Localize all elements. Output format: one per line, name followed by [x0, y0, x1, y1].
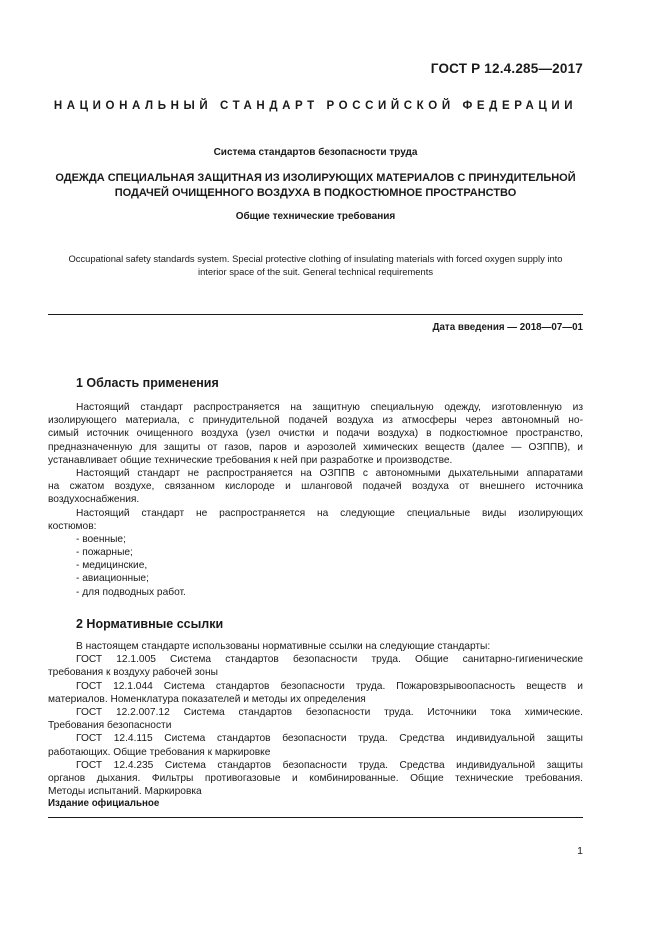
header-divider: [48, 314, 583, 315]
page-number: 1: [577, 845, 583, 857]
section-1-heading: 1 Область применения: [76, 376, 219, 390]
paragraph-line: Настоящий стандарт распространяется на защитную специальную одежду, изготовленную из: [76, 402, 583, 413]
document-subtitle: Общие технические требования: [235, 211, 396, 222]
reference-line: ГОСТ 12.4.115 Система стандартов безопасности труда. Средства индивидуальной защиты: [76, 733, 583, 745]
english-title: [48, 252, 583, 278]
reference-line: ГОСТ 12.1.044 Система стандартов безопасности труда. Пожаровзрывоопасность веществ и: [76, 680, 583, 692]
list-item: - авиационные;: [76, 573, 149, 585]
list-item: - для подводных работ.: [76, 586, 186, 598]
paragraph-line: устанавливает общие технические требования к ней при разработке и производстве.: [48, 454, 453, 466]
official-edition-label: Издание официальное: [48, 798, 160, 809]
reference-line: Требования безопасности: [48, 720, 172, 732]
reference-line: ГОСТ 12.2.007.12 Система стандартов безопасности труда. Источники тока химические.: [76, 706, 583, 718]
footer-divider: [48, 817, 583, 818]
section-2-heading: 2 Нормативные ссылки: [76, 617, 224, 631]
section-1-body: [48, 401, 583, 599]
list-item: - медицинские,: [76, 560, 148, 572]
reference-line: органов дыхания. Фильтры противогазовые и комбинированные. Общие технические требования.: [48, 772, 583, 784]
standards-system-name: Система стандартов безопасности труда: [213, 147, 418, 158]
paragraph-line: изолирующего материала, с принудительной подачей воздуха из атмосферы через автономный но-: [48, 415, 583, 427]
reference-line: материалов. Номенклатура показателей и методы их определения: [48, 693, 366, 705]
paragraph-line: воздухоснабжения.: [48, 494, 140, 506]
list-item: - военные;: [76, 533, 126, 545]
reference-line: ГОСТ 12.4.235 Система стандартов безопасности труда. Средства индивидуальной защиты: [76, 759, 583, 771]
english-title-line: interior space of the suit. General technical requirements: [197, 266, 434, 277]
title-line: ОДЕЖДА СПЕЦИАЛЬНАЯ ЗАЩИТНАЯ ИЗ ИЗОЛИРУЮЩИХ МАТЕРИАЛОВ С ПРИНУДИТЕЛЬНОЙ: [55, 172, 576, 184]
paragraph-line: на сжатом воздухе, связанном кислороде и шланговой подачей воздуха от внешнего источника: [48, 481, 583, 493]
title-line: ПОДАЧЕЙ ОЧИЩЕННОГО ВОЗДУХА В ПОДКОСТЮМНОЕ ПРОСТРАНСТВО: [114, 187, 517, 199]
section-2-body: [48, 640, 583, 798]
paragraph-line: симый источник очищенного воздуха (узел очистки и подачи воздуха) в подкостюмное пространство,: [48, 428, 583, 440]
effective-date: Дата введения — 2018—07—01: [432, 322, 583, 333]
national-standard-banner: НАЦИОНАЛЬНЫЙ СТАНДАРТ РОССИЙСКОЙ ФЕДЕРАЦИИ: [53, 100, 578, 112]
list-item: - пожарные;: [76, 547, 133, 559]
english-title-line: Occupational safety standards system. Special protective clothing of insulating materials with forced oxygen supply into: [68, 253, 563, 264]
paragraph-line: Настоящий стандарт не распространяется на ОЗППВ с автономными дыхательными аппаратами: [76, 467, 583, 479]
paragraph-line: Настоящий стандарт не распространяется на следующие специальные виды изолирующих: [76, 507, 583, 519]
reference-line: ГОСТ 12.1.005 Система стандартов безопасности труда. Общие санитарно-гигиенические: [76, 654, 583, 666]
paragraph-line: костюмов:: [48, 520, 97, 532]
paragraph-line: предназначенную для защиты от газов, паров и аэрозолей химических веществ (далее — ОЗППВ), и: [48, 441, 583, 453]
paragraph-line: В настоящем стандарте использованы нормативные ссылки на следующие стандарты:: [76, 641, 491, 652]
reference-line: требования к воздуху рабочей зоны: [48, 667, 218, 679]
document-title: [48, 171, 583, 201]
standard-code: ГОСТ Р 12.4.285—2017: [430, 61, 583, 76]
reference-line: работающих. Общие требования к маркировке: [48, 746, 271, 758]
reference-line: Методы испытаний. Маркировка: [48, 786, 202, 798]
